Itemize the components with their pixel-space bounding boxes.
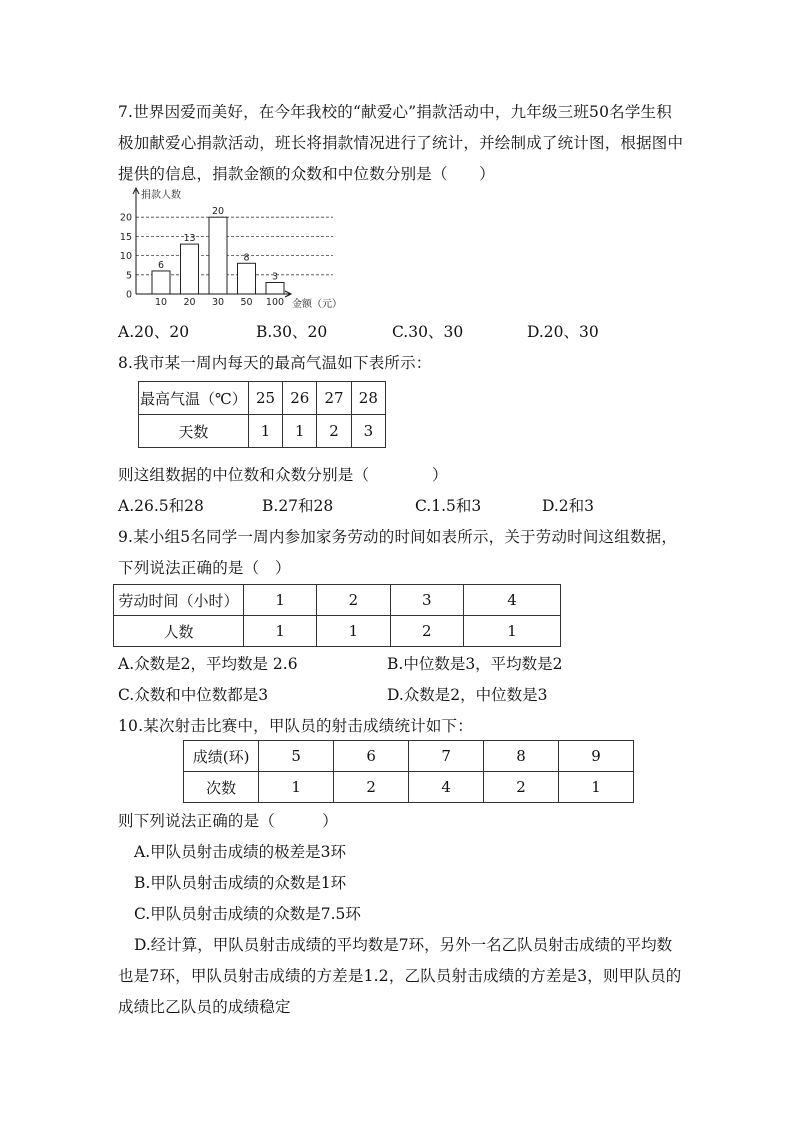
bar <box>238 263 256 294</box>
y-tick-label: 5 <box>125 270 132 282</box>
bar-value-label: 13 <box>183 233 196 245</box>
q8-days-cell: 3 <box>351 415 385 448</box>
q9-people-cell: 1 <box>463 616 560 647</box>
q9-option-a[interactable]: A.众数是2，平均数是 2.6 <box>118 655 298 673</box>
q10-option-a[interactable]: A.甲队员射击成绩的极差是3环 <box>134 843 346 861</box>
q10-count-cell: 2 <box>484 772 559 803</box>
x-tick-label: 50 <box>240 297 253 308</box>
q8-days-cell: 1 <box>248 415 282 448</box>
q10-question: 则下列说法正确的是（ ） <box>118 812 338 830</box>
donation-bar-chart <box>118 186 348 316</box>
bar-value-label: 3 <box>271 271 279 283</box>
y-axis-title: 捐款人数 <box>141 190 181 201</box>
q8-option-d[interactable]: D.2和3 <box>542 497 595 515</box>
q9-option-b[interactable]: B.中位数是3，平均数是2 <box>387 655 563 673</box>
q8-option-a[interactable]: A.26.5和28 <box>118 497 204 515</box>
q9-option-c[interactable]: C.众数和中位数都是3 <box>118 686 269 704</box>
y-tick-label: 0 <box>125 289 132 301</box>
q8-days-cell: 2 <box>317 415 351 448</box>
q8-temp-cell: 25 <box>248 382 282 415</box>
q10-score-table <box>183 740 634 803</box>
bar-value-label: 8 <box>243 252 250 264</box>
q8-option-b[interactable]: B.27和28 <box>262 497 334 515</box>
q9-labor-table <box>113 584 561 647</box>
q8-temp-cell: 27 <box>317 382 351 415</box>
q10-option-d-line-3: 成绩比乙队员的成绩稳定 <box>118 998 291 1016</box>
y-tick-label: 15 <box>119 231 132 243</box>
q7-option-d[interactable]: D.20、30 <box>527 323 599 341</box>
q9-hours-cell: 4 <box>463 585 560 616</box>
y-tick-label: 10 <box>119 251 132 263</box>
q7-option-b[interactable]: B.30、20 <box>256 323 328 341</box>
bar-value-label: 6 <box>157 259 165 271</box>
q8-days-cell: 1 <box>283 415 317 448</box>
q9-stem-line-2: 下列说法正确的是（ ） <box>118 559 291 577</box>
q8-temp-cell: 26 <box>283 382 317 415</box>
q7-stem-line-1: 7.世界因爱而美好，在今年我校的“献爱心”捐款活动中，九年级三班50名学生积 <box>118 103 672 121</box>
x-tick-label: 30 <box>211 297 225 308</box>
q8-table-header: 最高气温（℃） <box>139 382 249 415</box>
bar <box>152 271 170 294</box>
q9-stem-line-1: 9.某小组5名同学一周内参加家务劳动的时间如表所示，关于劳动时间这组数据， <box>118 528 678 546</box>
q7-stem-line-3: 提供的信息，捐款金额的众数和中位数分别是（ ） <box>118 165 495 183</box>
q10-score-cell: 5 <box>259 741 334 772</box>
q10-count-cell: 1 <box>259 772 334 803</box>
q8-row-label: 天数 <box>139 415 249 448</box>
q10-option-c[interactable]: C.甲队员射击成绩的众数是7.5环 <box>134 905 361 923</box>
q10-stem: 10.某次射击比赛中，甲队员的射击成绩统计如下： <box>118 717 473 735</box>
q9-people-cell: 1 <box>317 616 390 647</box>
q10-score-cell: 9 <box>559 741 634 772</box>
q7-option-c[interactable]: C.30、30 <box>392 323 464 341</box>
q9-hours-cell: 1 <box>243 585 316 616</box>
x-tick-label: 10 <box>154 297 168 308</box>
x-tick-label: 20 <box>183 297 196 308</box>
q8-stem: 8.我市某一周内每天的最高气温如下表所示： <box>118 354 432 372</box>
q10-option-b[interactable]: B.甲队员射击成绩的众数是1环 <box>134 874 347 892</box>
q9-row-label: 人数 <box>114 616 244 647</box>
q9-people-cell: 2 <box>390 616 463 647</box>
q9-option-d[interactable]: D.众数是2，中位数是3 <box>387 686 548 704</box>
q8-temp-cell: 28 <box>351 382 385 415</box>
bar <box>181 244 199 294</box>
bar <box>209 217 227 294</box>
bar <box>266 282 284 294</box>
q8-option-c[interactable]: C.1.5和3 <box>415 497 482 515</box>
q10-table-header: 成绩(环) <box>184 741 259 772</box>
q7-option-a[interactable]: A.20、20 <box>118 323 190 341</box>
q10-count-cell: 4 <box>409 772 484 803</box>
q9-people-cell: 1 <box>243 616 316 647</box>
q8-temperature-table <box>138 381 386 448</box>
q10-option-d-line-1[interactable]: D.经计算，甲队员射击成绩的平均数是7环，另外一名乙队员射击成绩的平均数 <box>134 936 673 954</box>
q10-score-cell: 6 <box>334 741 409 772</box>
q10-row-label: 次数 <box>184 772 259 803</box>
q10-count-cell: 1 <box>559 772 634 803</box>
bar-value-label: 20 <box>211 206 225 218</box>
q8-question: 则这组数据的中位数和众数分别是（ ） <box>118 466 448 484</box>
q10-option-d-line-2: 也是7环，甲队员射击成绩的方差是1.2，乙队员射击成绩的方差是3，则甲队员的 <box>118 967 682 985</box>
q7-stem-line-2: 极加献爱心捐款活动，班长将捐款情况进行了统计，并绘制成了统计图，根据图中 <box>118 134 684 152</box>
y-tick-label: 20 <box>119 212 132 224</box>
q10-score-cell: 8 <box>484 741 559 772</box>
q9-table-header: 劳动时间（小时） <box>114 585 244 616</box>
q9-hours-cell: 2 <box>317 585 390 616</box>
x-axis-title: 金额（元） <box>292 299 342 310</box>
x-tick-label: 100 <box>265 297 285 308</box>
q10-score-cell: 7 <box>409 741 484 772</box>
q10-count-cell: 2 <box>334 772 409 803</box>
q9-hours-cell: 3 <box>390 585 463 616</box>
